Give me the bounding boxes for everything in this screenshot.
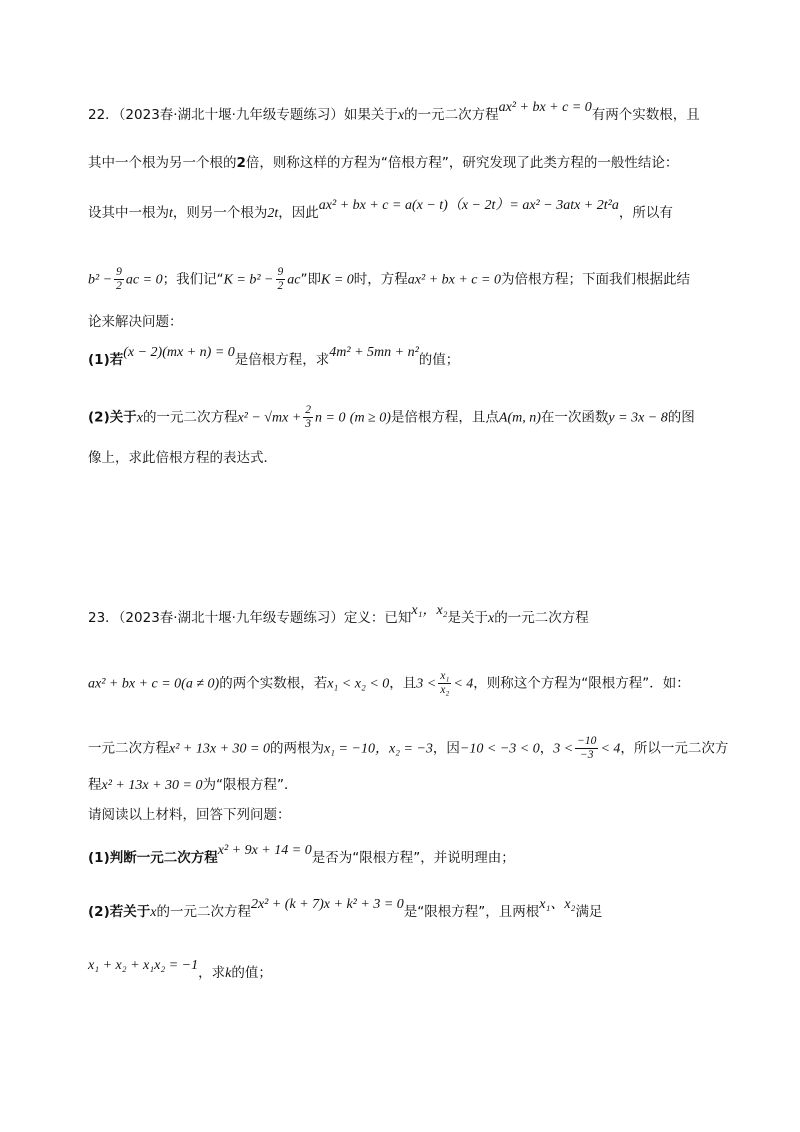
- q22-part-2-cont: [88, 448, 277, 468]
- math-k-zero: K = 0: [320, 272, 354, 288]
- q22-p2-text-2: 是倍根方程，且点: [390, 409, 499, 426]
- q23-stem-7: 一元二次方程: [88, 740, 169, 757]
- q22-stem-14: 论来解决问题：: [88, 314, 183, 330]
- q23-p2-label: (2)若关于: [88, 904, 151, 920]
- math-roots-2: x₁、x₂: [539, 897, 576, 912]
- q23-stem-8: 的两根为: [269, 740, 324, 757]
- var-t: t: [169, 206, 173, 221]
- q22-stem-4: 其中一个根为另一个根的: [88, 155, 237, 171]
- q23-p1-label: (1)判断一元二次方程: [88, 850, 218, 866]
- math-standard-equation-2: ax² + bx + c = 0: [407, 272, 501, 288]
- math-linear-function: y = 3x − 8: [608, 410, 668, 426]
- math-q2-equation: 2x² + (k + 7)x + k² + 3 = 0: [250, 897, 404, 912]
- q22-line-3: [88, 198, 673, 224]
- q23-stem-3: 的一元二次方程: [494, 610, 589, 626]
- math-point-a: A(m, n): [498, 410, 541, 426]
- math-q1-equation: x² + 9x + 14 = 0: [217, 843, 312, 858]
- q23-p2-text-3: 满足: [575, 904, 603, 920]
- q22-stem-2: 的一元二次方程: [404, 107, 499, 123]
- q22-line-2: [88, 153, 678, 173]
- q23-line-3: 一元二次方程x² + 13x + 30 = 0的两根为x₁ = −10，x₂ = −3，因−10 < −3 < 0，3 < $\frac{-10}{-3}$ < 4，所以一元二次方: [88, 735, 729, 761]
- frac-nine-halves-2: $\frac{9}{2}$: [277, 266, 284, 292]
- var-2t: 2t: [267, 206, 279, 221]
- math-example-equation-2: x² + 13x + 30 = 0: [101, 778, 203, 793]
- math-k-def-left: K = b² −: [223, 272, 274, 288]
- q22-stem-5: 倍，则称这样的方程为“倍根方程”，研究发现了此类方程的一般性结论：: [245, 155, 679, 171]
- math-p2-condition: (m ≥ 0): [349, 410, 391, 426]
- q23-line-4: [88, 775, 297, 796]
- q22-p1-end: 的值；: [418, 352, 460, 368]
- math-standard-equation: ax² + bx + c = 0: [498, 100, 592, 115]
- math-sum-condition: x₁ + x₂ + x₁x₂ = −1: [88, 958, 199, 973]
- frac-x1-over-x2: $\frac{\text{x₁}}{\text{x₂}}$: [440, 670, 450, 696]
- var-x: x: [397, 108, 405, 123]
- q23-p2-text-4: ，求: [198, 965, 226, 981]
- q22-p2-text-5: 像上，求此倍根方程的表达式．: [88, 450, 277, 466]
- q22-stem-8: ，因此: [278, 205, 319, 221]
- q23-stem-11: 程: [88, 777, 102, 793]
- q22-stem-6: 设其中一根为: [88, 205, 169, 221]
- q22-stem-3: 有两个实数根，且: [591, 107, 700, 123]
- math-p1-expression: 4m² + 5mn + n²: [329, 345, 419, 360]
- math-example-equation: x² + 13x + 30 = 0: [169, 741, 270, 757]
- q23-stem-10: ，所以一元二次方: [620, 740, 729, 757]
- math-disc-left: b² −: [88, 272, 113, 288]
- q23-p1-text: 是否为“限根方程”，并说明理由；: [311, 850, 515, 866]
- q23-part-2: (2)若关于x的一元二次方程2x² + (k + 7)x + k² + 3 = 0是“限根方程”，且两根x₁、x₂满足: [88, 897, 603, 920]
- math-example-roots: x₁ = −10，x₂ = −3: [323, 741, 433, 757]
- q22-stem-11: ”即: [300, 271, 321, 288]
- math-example-inequality: −10 < −3 < 0: [459, 741, 540, 757]
- q22-stem-1: 22．（2023春·湖北十堰·九年级专题练习）如果关于: [88, 107, 398, 123]
- q22-multiple: 2: [236, 155, 246, 171]
- math-p2-eq-right: n = 0: [315, 410, 346, 426]
- q22-stem-12: 时，方程: [353, 271, 408, 288]
- var-k: k: [225, 966, 232, 981]
- q22-p1-text: 是倍根方程，求: [234, 352, 330, 368]
- q23-p2-text-5: 的值；: [231, 965, 272, 981]
- q22-stem-7: ，则另一个根为: [172, 205, 268, 221]
- math-p2-eq-left: x² − √mx +: [237, 410, 302, 426]
- q23-part-1: [88, 843, 515, 869]
- q22-stem-9: ，所以有: [618, 205, 673, 221]
- q22-stem-13: 为倍根方程；下面我们根据此结: [500, 271, 690, 288]
- q23-line-5: [88, 805, 291, 825]
- q22-p2-text-1: 的一元二次方程: [142, 409, 238, 426]
- q23-stem-12: 为“限根方程”．: [202, 777, 298, 793]
- q23-part-2-cont: [88, 958, 272, 984]
- q22-p2-text-3: 在一次函数: [540, 409, 609, 426]
- q23-p2-text-2: 是“限根方程”，且两根: [403, 904, 540, 920]
- math-roots-inequality: x₁ < x₂ < 0: [327, 676, 390, 692]
- q22-line-5: [88, 312, 183, 332]
- q23-stem-13: 请阅读以上材料，回答下列问题：: [88, 807, 291, 823]
- q23-p2-text-1: 的一元二次方程: [156, 904, 251, 920]
- frac-two-thirds: $\frac{2}{3}$: [305, 404, 312, 430]
- q23-stem-6: ，则称这个方程为“限根方程”．如：: [473, 675, 690, 692]
- math-disc-right: ac = 0: [125, 272, 163, 288]
- math-roots: x₁，x₂: [411, 603, 448, 618]
- q22-p2-text-4: 的图: [667, 409, 695, 426]
- math-equation-nonzero: ax² + bx + c = 0(a ≠ 0): [88, 676, 220, 692]
- q22-p2-label: (2)关于: [88, 409, 137, 426]
- frac-nine-halves: $\frac{9}{2}$: [116, 266, 122, 292]
- q23-stem-2: 是关于: [447, 610, 489, 626]
- q22-part-2: (2)关于x的一元二次方程x² − √mx + $\frac{2}{3}$ n = 0 (m ≥ 0)是倍根方程，且点A(m, n)在一次函数y = 3x − 8的图: [88, 404, 695, 430]
- q22-line-4: [88, 266, 690, 293]
- q23-stem-5: ，且: [389, 675, 417, 692]
- q23-line-2: ax² + bx + c = 0(a ≠ 0)的两个实数根，若x₁ < x₂ < 0，且3 < $\frac{\text{x₁}}{\text{x₂}}$ < 4，则称这个方程为“限根方程”．如：: [88, 670, 690, 696]
- math-k-def-right: ac: [287, 272, 301, 288]
- math-p1-equation: (x − 2)(mx + n) = 0: [123, 345, 235, 360]
- q22-p1-label: (1)若: [88, 352, 124, 368]
- q23-stem-1: 23．（2023春·湖北十堰·九年级专题练习）定义：已知: [88, 610, 412, 626]
- q23-stem-4: 的两个实数根，若: [219, 675, 328, 692]
- q22-line-1: [88, 100, 700, 126]
- math-factorization: ax² + bx + c = a(x − t)（x − 2t）= ax² − 3atx + 2t²a: [318, 198, 619, 213]
- q22-part-1: [88, 345, 460, 371]
- q23-stem-9: ，因: [432, 740, 460, 757]
- q22-stem-10: ；我们记“: [162, 271, 224, 288]
- frac-minus10-over-minus3: $\frac{-10}{-3}$: [577, 735, 597, 761]
- q23-line-1: 23．（2023春·湖北十堰·九年级专题练习）定义：已知x₁，x₂是关于x的一元二次方程: [88, 603, 589, 626]
